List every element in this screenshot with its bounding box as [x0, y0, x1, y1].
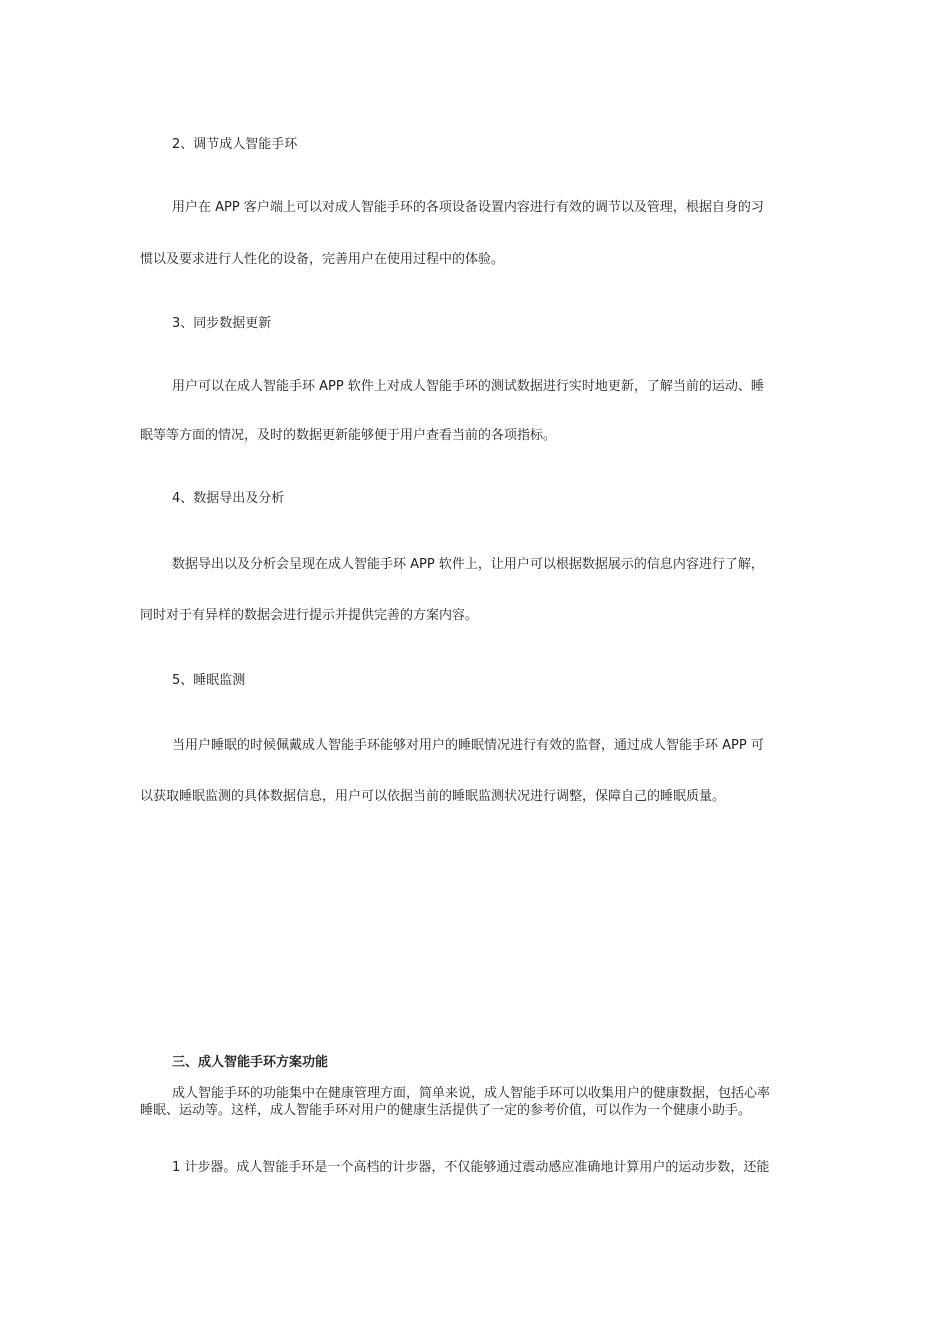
- heading-sync-data: 3、同步数据更新: [172, 316, 272, 331]
- heading-data-export: 4、数据导出及分析: [172, 491, 285, 506]
- paragraph-data-export-line-1: 数据导出以及分析会呈现在成人智能手环 APP 软件上，让用户可以根据数据展示的信息内容进行了解，: [172, 557, 764, 572]
- heading-adjust-band: 2、调节成人智能手环: [172, 137, 298, 152]
- paragraph-adjust-band-line-2: 惯以及要求进行人性化的设备，完善用户在使用过程中的体验。: [140, 252, 505, 267]
- paragraph-sleep-monitor-line-2: 以获取睡眠监测的具体数据信息，用户可以依据当前的睡眠监测状况进行调整，保障自己的睡眠质量。: [140, 789, 726, 804]
- paragraph-functions-intro-line-2: 睡眠、运动等。这样，成人智能手环对用户的健康生活提供了一定的参考价值，可以作为一个健康小助手。: [140, 1103, 752, 1118]
- paragraph-pedometer-line-1: 1 计步器。成人智能手环是一个高档的计步器，不仅能够通过震动感应准确地计算用户的运动步数，还能: [172, 1160, 770, 1175]
- paragraph-data-export-line-2: 同时对于有异样的数据会进行提示并提供完善的方案内容。: [140, 608, 479, 623]
- paragraph-sleep-monitor-line-1: 当用户睡眠的时候佩戴成人智能手环能够对用户的睡眠情况进行有效的监督，通过成人智能手环 APP 可: [172, 738, 764, 753]
- heading-sleep-monitor: 5、睡眠监测: [172, 673, 246, 688]
- paragraph-sync-data-line-1: 用户可以在成人智能手环 APP 软件上对成人智能手环的测试数据进行实时地更新，了解当前的运动、睡: [172, 379, 764, 394]
- section-heading-functions: 三、成人智能手环方案功能: [172, 1055, 329, 1070]
- paragraph-functions-intro-line-1: 成人智能手环的功能集中在健康管理方面，简单来说，成人智能手环可以收集用户的健康数据，包括心率: [172, 1086, 771, 1101]
- paragraph-sync-data-line-2: 眠等等方面的情况，及时的数据更新能够便于用户查看当前的各项指标。: [140, 428, 557, 443]
- paragraph-adjust-band-line-1: 用户在 APP 客户端上可以对成人智能手环的各项设备设置内容进行有效的调节以及管理，根据自身的习: [172, 200, 764, 215]
